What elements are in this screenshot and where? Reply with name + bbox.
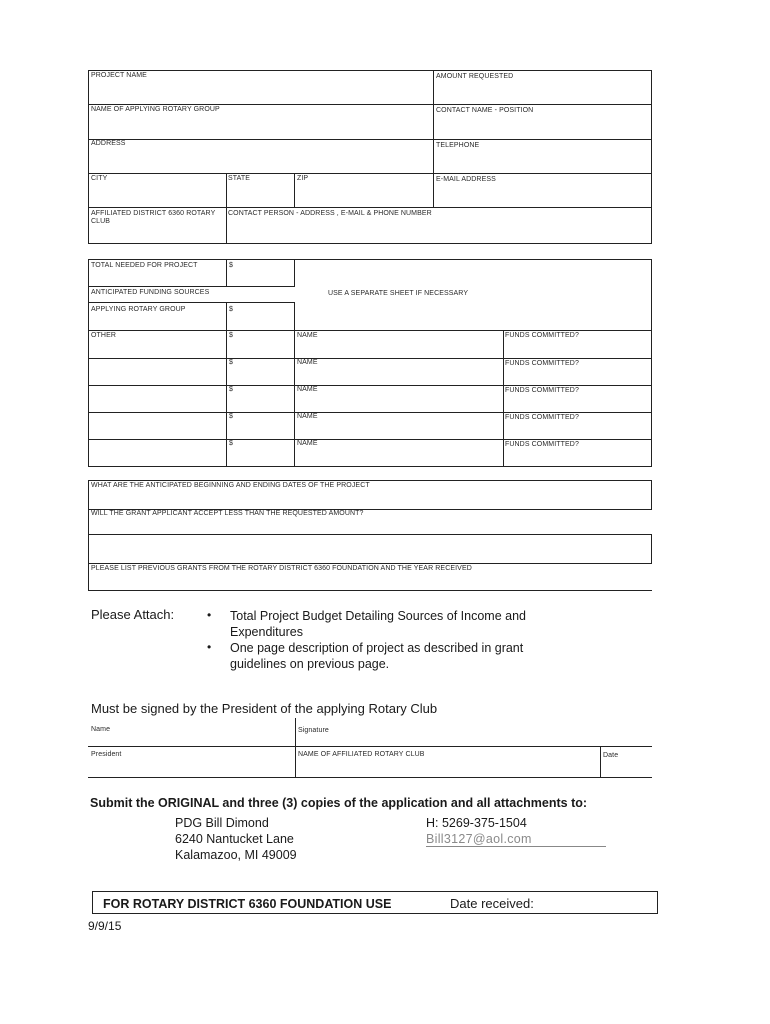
email-field[interactable]	[435, 184, 651, 207]
attach-item-2-line-1: One page description of project as described in grant	[230, 641, 524, 655]
address-field[interactable]	[89, 148, 433, 172]
telephone-label: TELEPHONE	[436, 142, 480, 149]
funding-amount-field[interactable]	[235, 359, 292, 385]
name-field[interactable]	[89, 734, 293, 745]
please-attach-heading: Please Attach:	[91, 607, 175, 622]
row-dollar-sign: $	[229, 359, 233, 366]
sign-date-field[interactable]	[602, 760, 651, 776]
funding-name-field[interactable]	[318, 331, 502, 357]
amount-requested-label: AMOUNT REQUESTED	[436, 73, 514, 80]
accept-less-field[interactable]	[89, 519, 651, 562]
president-field[interactable]	[89, 759, 293, 776]
submit-heading: Submit the ORIGINAL and three (3) copies of the application and all attachments to:	[90, 796, 588, 810]
previous-grants-label: PLEASE LIST PREVIOUS GRANTS FROM THE ROTARY DISTRICT 6360 FOUNDATION AND THE YEAR RECEIVED	[91, 565, 472, 572]
contact-name-label: CONTACT NAME - POSITION	[436, 107, 534, 114]
attach-item-1-line-1: Total Project Budget Detailing Sources of Income and	[230, 609, 527, 623]
previous-grants-field[interactable]	[89, 574, 651, 590]
attach-item-2-line-2: guidelines on previous page.	[230, 657, 390, 671]
contact-person-field[interactable]	[227, 218, 651, 242]
row-funds-committed-label: FUNDS COMMITTED?	[505, 441, 579, 448]
funding-name-field[interactable]	[318, 413, 502, 439]
dates-question-label: WHAT ARE THE ANTICIPATED BEGINNING AND ENDING DATES OF THE PROJECT	[91, 482, 370, 489]
attach-item-1-line-2: Expenditures	[230, 625, 303, 639]
amount-requested-field[interactable]	[435, 81, 651, 104]
zip-label: ZIP	[297, 175, 309, 182]
date-received-field[interactable]	[540, 893, 655, 912]
state-field[interactable]	[227, 183, 294, 207]
affiliated-club-label: AFFILIATED DISTRICT 6360 ROTARY CLUB	[91, 210, 216, 225]
applying-rotary-label: APPLYING ROTARY GROUP	[91, 306, 186, 313]
project-name-label: PROJECT NAME	[91, 72, 147, 79]
project-name-field[interactable]	[89, 80, 433, 104]
signature-field[interactable]	[297, 735, 651, 745]
anticipated-funding-label: ANTICIPATED FUNDING SOURCES	[91, 289, 210, 296]
applying-group-label: NAME OF APPLYING ROTARY GROUP	[91, 106, 220, 113]
submit-city: Kalamazoo, MI 49009	[175, 848, 297, 862]
row-name-label: NAME	[297, 440, 318, 447]
submit-name: PDG Bill Dimond	[175, 816, 269, 830]
name-label: Name	[91, 726, 111, 733]
submit-street: 6240 Nantucket Lane	[175, 832, 294, 846]
row-dollar-sign: $	[229, 332, 233, 339]
row-dollar-sign: $	[229, 413, 233, 420]
funding-name-field[interactable]	[318, 440, 502, 466]
city-field[interactable]	[89, 183, 225, 207]
row-funds-committed-label: FUNDS COMMITTED?	[505, 414, 579, 421]
address-label: ADDRESS	[91, 140, 126, 147]
signature-label: Signature	[298, 727, 329, 734]
submit-phone: H: 5269-375-1504	[426, 816, 527, 830]
other-label: OTHER	[91, 332, 116, 339]
email-label: E-MAIL ADDRESS	[436, 176, 496, 183]
row-name-label: NAME	[297, 413, 318, 420]
bullet-icon: •	[207, 608, 212, 622]
dates-field[interactable]	[89, 491, 651, 509]
row-name-label: NAME	[297, 332, 318, 339]
separate-sheet-note: USE A SEPARATE SHEET IF NECESSARY	[328, 290, 469, 297]
applying-rotary-amount-field[interactable]	[235, 303, 292, 329]
total-dollar-sign: $	[229, 262, 233, 269]
email-underline	[426, 846, 606, 847]
zip-field[interactable]	[295, 183, 433, 207]
date-received-label: Date received:	[450, 896, 534, 911]
applying-group-field[interactable]	[89, 114, 433, 139]
row-dollar-sign: $	[229, 386, 233, 393]
funding-amount-field[interactable]	[235, 386, 292, 412]
row-funds-committed-label: FUNDS COMMITTED?	[505, 360, 579, 367]
date-label: Date	[603, 752, 619, 759]
submit-email-link[interactable]: Bill3127@aol.com	[426, 832, 532, 846]
contact-name-field[interactable]	[435, 115, 651, 139]
total-needed-field[interactable]	[235, 261, 292, 285]
funding-name-field[interactable]	[318, 359, 502, 385]
affiliated-club-name-field[interactable]	[297, 759, 599, 776]
bullet-icon: •	[207, 640, 212, 654]
foundation-use-label: FOR ROTARY DISTRICT 6360 FOUNDATION USE	[103, 897, 392, 911]
must-sign-text: Must be signed by the President of the applying Rotary Club	[91, 701, 438, 716]
telephone-field[interactable]	[435, 150, 651, 172]
row-funds-committed-label: FUNDS COMMITTED?	[505, 387, 579, 394]
funding-amount-field[interactable]	[235, 440, 292, 466]
contact-person-label: CONTACT PERSON - ADDRESS , E-MAIL & PHONE NUMBER	[228, 210, 432, 217]
funding-amount-field[interactable]	[235, 413, 292, 439]
city-label: CITY	[91, 175, 108, 182]
footer-date: 9/9/15	[88, 919, 122, 933]
row-name-label: NAME	[297, 359, 318, 366]
total-needed-label: TOTAL NEEDED FOR PROJECT	[91, 262, 198, 269]
state-label: STATE	[228, 175, 251, 182]
funding-amount-field[interactable]	[235, 331, 292, 357]
row-dollar-sign: $	[229, 440, 233, 447]
funding-name-field[interactable]	[318, 386, 502, 412]
applying-dollar-sign: $	[229, 306, 233, 313]
affiliated-club-name-label: NAME OF AFFILIATED ROTARY CLUB	[298, 751, 425, 758]
president-label: President	[91, 751, 122, 758]
row-name-label: NAME	[297, 386, 318, 393]
accept-less-label: WILL THE GRANT APPLICANT ACCEPT LESS THAN THE REQUESTED AMOUNT?	[91, 510, 364, 517]
row-funds-committed-label: FUNDS COMMITTED?	[505, 332, 579, 339]
